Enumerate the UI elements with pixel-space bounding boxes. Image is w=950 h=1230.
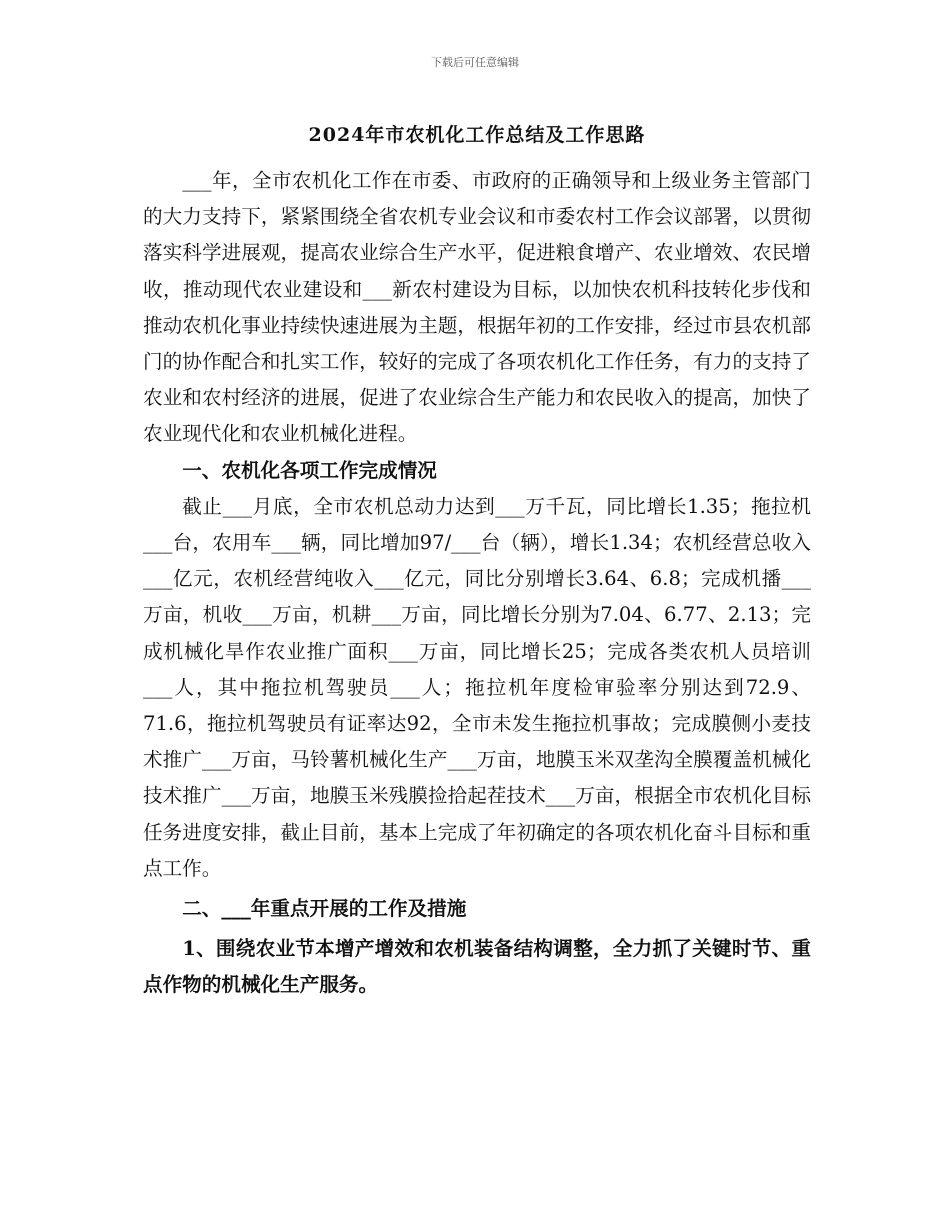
section-heading-2: 二、___年重点开展的工作及措施 [182, 897, 467, 921]
intro-paragraph: ___年，全市农机化工作在市委、市政府的正确领导和上级业务主管部门的大力支持下，紧紧围绕全省农机专业会议和市委农村工作会议部署，以贯彻落实科学进展观，提高农业综合生产水平，促进粮食增产、农业增效、农民增收，推动现代农业建设和___新农村建设为目标，以加快农机科技转化步伐和推动农机化事业持续快速进展为主题，根据年初的工作安排，经过市县农机部门的协作配合和扎实工作，较好的完成了各项农机化工作任务，有力的支持了农业和农村经济的进展，促进了农业综合生产能力和农民收入的提高，加快了农业现代化和农业机械化进程。 [143, 169, 811, 446]
document-body [143, 163, 811, 1004]
subsection-heading-1: 1、围绕农业节本增产增效和农机装备结构调整，全力抓了关键时节、重点作物的机械化生产服务。 [143, 937, 811, 997]
section-heading-1: 一、农机化各项工作完成情况 [182, 458, 437, 482]
header-note: 下载后可任意编辑 [431, 56, 519, 69]
stats-paragraph: 截止___月底，全市农机总动力达到___万千瓦，同比增长1.35；拖拉机___台，农用车___辆，同比增加97/___台（辆），增长1.34；农机经营总收入___亿元，农机经营纯收入___亿元，同比分别增长3.64、6.8；完成机播___万亩，机收___万亩，机耕___万亩，同比增长分别为7.04、6.77、2.13；完成机械化旱作农业推广面积___万亩，同比增长25；完成各类农机人员培训___人，其中拖拉机驾驶员___人；拖拉机年度检审验率分别达到72.9、71.6，拖拉机驾驶员有证率达92，全市未发生拖拉机事故；完成膜侧小麦技术推广___万亩，马铃薯机械化生产___万亩，地膜玉米双垄沟全膜覆盖机械化技术推广___万亩，地膜玉米残膜捡拾起茬技术___万亩，根据全市农机化目标任务进度安排，截止目前，基本上完成了年初确定的各项农机化奋斗目标和重点工作。 [143, 494, 811, 880]
document-title: 2024年市农机化工作总结及工作思路 [308, 124, 646, 146]
